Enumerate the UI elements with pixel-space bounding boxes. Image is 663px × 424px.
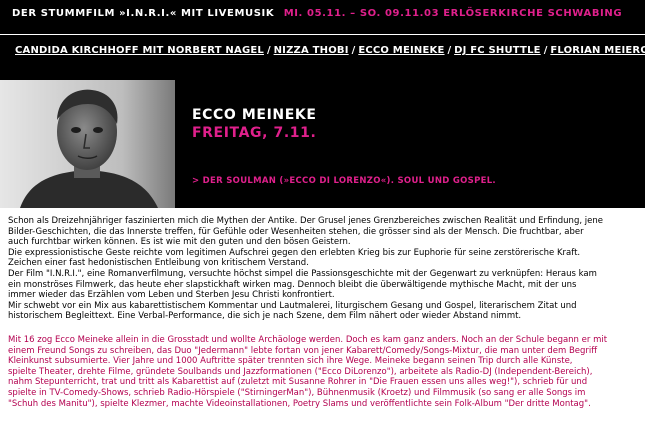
text-line: Mir schwebt vor ein Mix aus kabarettistischem Kommentar und Lautmalerei, liturgischem Gesang und Gospel, literarischem Zitat und bbox=[8, 300, 577, 311]
text-line: Schon als Dreizehnjähriger faszinierten mich die Mythen der Antike. Der Grusel jenes Grenzbereiches zwischen Realität und Erfindung, jene bbox=[8, 216, 603, 226]
biography-paragraph bbox=[8, 335, 640, 409]
banner-title: DER STUMMFILM »I.N.R.I.« MIT LIVEMUSIK bbox=[12, 8, 275, 19]
text-line: ein monströses Filmwerk, das heute eher slapstickhaft wirken mag. Dennoch bleibt die überwältigende mythische Macht, mit der uns bbox=[8, 279, 577, 290]
text-line: Die expressionistische Geste reichte vom legitimen Aufschrei gegen den erlebten Krieg bis zur Euphorie für seine zerstörerische Kraft. bbox=[8, 247, 581, 258]
text-line: nahm Stepunterricht, trat und tritt als Kabarettist auf (zuletzt mit Susanne Rohrer in "Die Frauen essen uns alles weg!"), schrieb für und bbox=[8, 377, 588, 388]
text-line: Der Film "I.N.R.I.", eine Romanverfilmung, versuchte höchst simpel die Passionsgeschichte mit der Gegenwart zu verknüpfen: Heraus kam bbox=[8, 268, 597, 279]
text-line: Bilder-Geschichten, die das Innerste treffen, für Gefühle oder Wesenheiten stehen, die grösser sind als der Mensch. Die fruchtbar, aber bbox=[8, 226, 584, 237]
nav-link-dj-fc-shuttle[interactable]: DJ FC SHUTTLE bbox=[454, 45, 541, 56]
nav-separator: / bbox=[351, 45, 356, 56]
statement-paragraph bbox=[8, 216, 640, 322]
text-line: auch furchtbar wirken können. Es ist wie mit den guten und den bösen Geistern. bbox=[8, 237, 351, 248]
text-line: spielte in TV-Comedy-Shows, schrieb Radio-Hörspiele ("StirningerMan"), Bühnenmusik (Kroetz) und Filmmusik (so sang er alle Songs im bbox=[8, 387, 586, 398]
nav-separator: / bbox=[543, 45, 548, 56]
nav-link-nizza-thobi[interactable]: NIZZA THOBI bbox=[273, 45, 349, 56]
text-line: Kleinkunst subsumierte. Vier Jahre und 1000 Auftritte später trennten sich ihre Wege. Meineke begann seinen Trip durch alle Künste, bbox=[8, 356, 573, 367]
text-line: Zeichen einer fast hedonistischen Entleibung von kritischem Verstand. bbox=[8, 258, 309, 269]
artist-nav bbox=[0, 28, 663, 73]
banner-date-location: MI. 05.11. – SO. 09.11.03 ERLÖSERKIRCHE SCHWABING bbox=[283, 8, 623, 19]
text-line: "Schuh des Manitu"), spielte Klezmer, machte Videoinstallationen, Poetry Slams und veröffentlichte sein Folk-Album "Der dritte Montag". bbox=[8, 398, 591, 409]
nav-link-ecco-meineke[interactable]: ECCO MEINEKE bbox=[358, 45, 445, 56]
artist-photo bbox=[0, 80, 175, 208]
nav-link-candida-kirchhoff[interactable]: CANDIDA KIRCHHOFF MIT NORBERT NAGEL bbox=[15, 45, 264, 56]
text-line: historischem Begleittext. Eine Verbal-Performance, die sich je nach Szene, dem Film nähert oder wieder Abstand nimmt. bbox=[8, 311, 522, 322]
nav-separator: / bbox=[266, 45, 271, 56]
artist-name: ECCO MEINEKE bbox=[192, 107, 317, 123]
text-line: spielte Theater, drehte Filme, gründete Soulbands und Jazzformationen ("Ecco DiLorenzo"), arbeitete als Radio-DJ (Independent-Bereich), bbox=[8, 366, 593, 377]
nav-link-florian-meierott[interactable]: FLORIAN MEIEROTT bbox=[550, 45, 663, 56]
nav-separator: / bbox=[447, 45, 452, 56]
portrait-image bbox=[0, 80, 175, 208]
artist-tagline: > DER SOULMAN (»ECCO DI LORENZO«). SOUL UND GOSPEL. bbox=[192, 176, 496, 186]
event-date: FREITAG, 7.11. bbox=[192, 125, 317, 141]
top-banner bbox=[0, 0, 645, 28]
text-line: immer wieder das Erzählen vom Leben und Sterben Jesu Christi konfrontiert. bbox=[8, 290, 335, 301]
text-line: Mit 16 zog Ecco Meineke allein in die Grosstadt und wollte Archäologe werden. Doch es kam ganz anders. Noch an der Schule begann er mit bbox=[8, 335, 608, 345]
text-line: einem Freund Songs zu schreiben, das Duo "Jedermann" lebte fortan von jener Kabarett/Comedy/Songs-Mixtur, die man unter dem Begriff bbox=[8, 345, 598, 356]
nav-divider bbox=[0, 34, 645, 35]
